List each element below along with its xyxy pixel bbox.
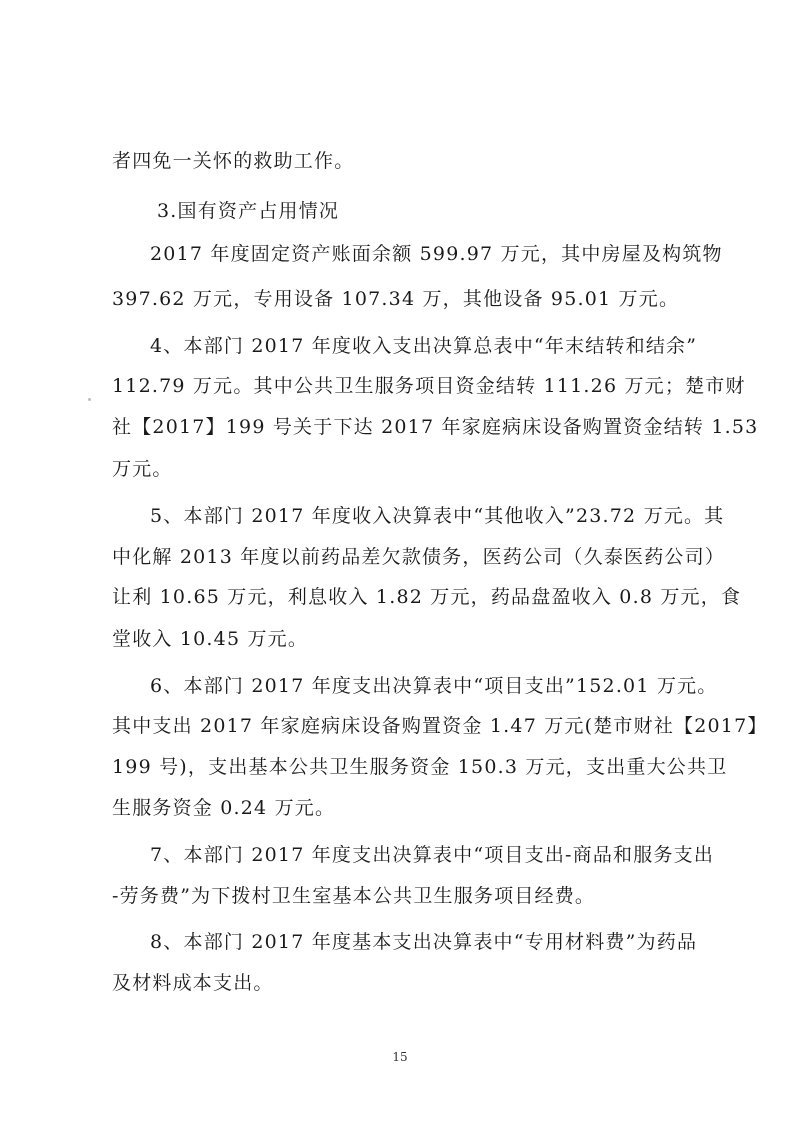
text-line: 4、本部门 2017 年度收入支出决算总表中“年末结转和结余” — [150, 335, 698, 357]
text-line: -劳务费”为下拨村卫生室基本公共卫生服务项目经费。 — [112, 885, 596, 907]
text-line: 397.62 万元，专用设备 107.34 万，其他设备 95.01 万元。 — [112, 288, 680, 310]
text-line: 社【2017】199 号关于下达 2017 年家庭病床设备购置资金结转 1.53 — [112, 416, 759, 438]
section-heading: 3.国有资产占用情况 — [157, 200, 340, 222]
text-line: 中化解 2013 年度以前药品差欠款债务，医药公司（久泰医药公司） — [112, 546, 726, 568]
text-line: 112.79 万元。其中公共卫生服务项目资金结转 111.26 万元；楚市财 — [112, 375, 746, 397]
text-line: 8、本部门 2017 年度基本支出决算表中“专用材料费”为药品 — [150, 931, 698, 953]
text-line: 199 号)，支出基本公共卫生服务资金 150.3 万元，支出重大公共卫 — [112, 756, 728, 778]
text-line: 其中支出 2017 年家庭病床设备购置资金 1.47 万元(楚市财社【2017】 — [112, 715, 768, 737]
text-line: 堂收入 10.45 万元。 — [112, 628, 309, 650]
text-line: 7、本部门 2017 年度支出决算表中“项目支出-商品和服务支出 — [150, 844, 715, 866]
text-line: 生服务资金 0.24 万元。 — [112, 797, 336, 819]
text-line: 让利 10.65 万元，利息收入 1.82 万元，药品盘盈收入 0.8 万元，食 — [112, 586, 742, 608]
text-line: 6、本部门 2017 年度支出决算表中“项目支出”152.01 万元。 — [150, 675, 718, 697]
text-line: 5、本部门 2017 年度收入决算表中“其他收入”23.72 万元。其 — [150, 505, 725, 527]
text-line: 2017 年度固定资产账面余额 599.97 万元，其中房屋及构筑物 — [150, 243, 723, 265]
page-number: 15 — [392, 1050, 408, 1064]
scan-mark — [88, 398, 91, 401]
text-line: 万元。 — [112, 458, 173, 480]
text-line: 者四免一关怀的救助工作。 — [112, 150, 355, 172]
text-line: 及材料成本支出。 — [112, 972, 274, 994]
